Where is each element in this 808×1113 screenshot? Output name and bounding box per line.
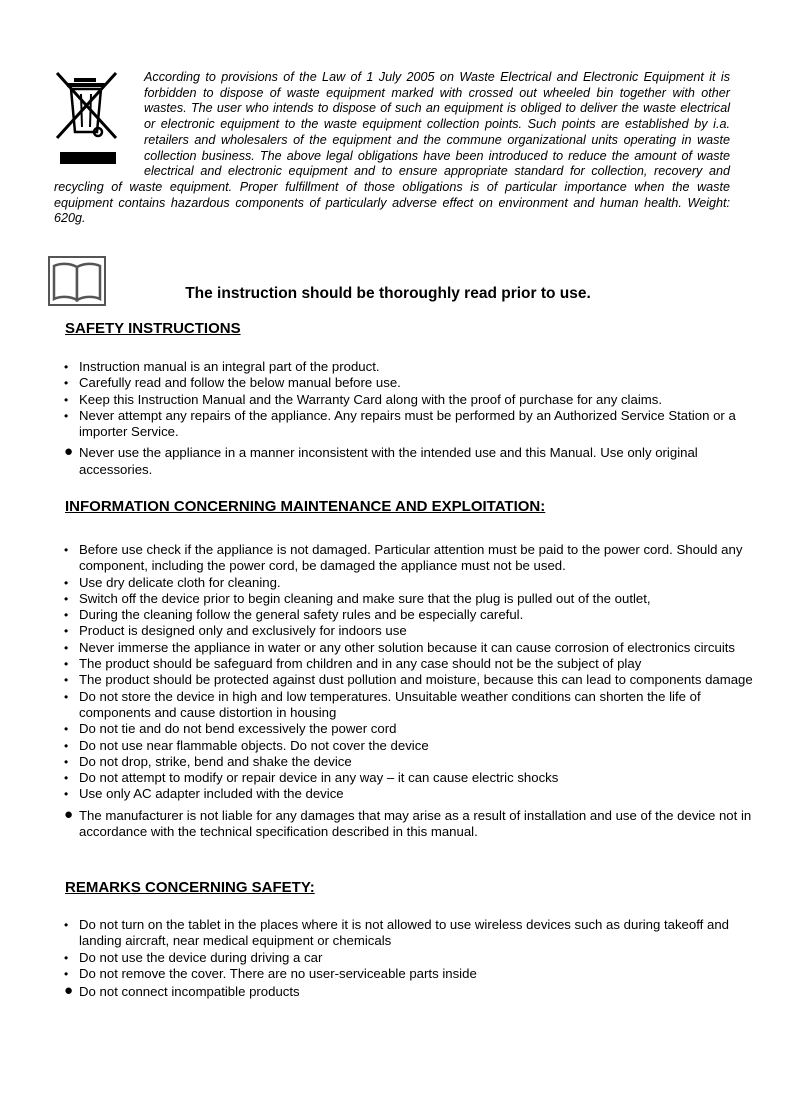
list-item: • Before use check if the appliance is not damaged. Particular attention must be paid to the power cord. Should any component, including the power cord, be damaged the appliance must not be used. [64, 542, 743, 574]
weee-notice [54, 70, 730, 227]
safety-list [64, 359, 754, 478]
weee-text: According to provisions of the Law of 1 July 2005 on Waste Electrical and Electronic Equipment it is forbidden to dispose of waste equipment marked with crossed out wheeled bin together with other wastes. The user who intends to dispose of such an equipment is obliged to deliver the waste electrical or electronic equipment to the waste equipment collection points. Such points are established by i.a. retailers and wholesalers of the equipment and the commune organizational units operating in waste collection business. The above legal obligations have been introduced to reduce the amount of waste electrical and electronic equipment and to ensure appropriate standard for collection, recovery and recycling of waste equipment. Proper fulfillment of those obligations is of particular importance when the waste equipment contains hazardous components of particularly adverse effect on environment and human health. Weight: 620g. [54, 70, 730, 226]
list-item: • Instruction manual is an integral part of the product. [64, 359, 380, 374]
list-item: • Carefully read and follow the below manual before use. [64, 375, 401, 391]
list-item: ● Never use the appliance in a manner inconsistent with the intended use and this Manual. Use only original accessories. [64, 443, 698, 477]
remarks-list [64, 917, 754, 1000]
crossed-out-wheeled-bin-icon [54, 70, 120, 166]
list-item: • Do not turn on the tablet in the places where it is not allowed to use wireless devices such as during takeoff and landing aircraft, near medical equipment or chemicals [64, 917, 729, 949]
list-item: • During the cleaning follow the general safety rules and be especially careful. [64, 607, 524, 623]
list-item: • Product is designed only and exclusively for indoors use [64, 623, 407, 639]
list-item: • Never attempt any repairs of the appliance. Any repairs must be performed by an Authorized Service Station or a importer Service. [64, 407, 736, 440]
read-notice: The instruction should be thoroughly read prior to use. [185, 285, 591, 302]
list-item: • Use dry delicate cloth for cleaning. [64, 574, 281, 590]
list-item: • Never immerse the appliance in water or any other solution because it can cause corrosion of electronics circuits [64, 639, 736, 655]
list-item: • Do not use the device during driving a car [64, 949, 323, 965]
safety-title: SAFETY INSTRUCTIONS [65, 320, 241, 337]
list-item: ● The manufacturer is not liable for any damages that may arise as a result of installation and use of the device not in accordance with the technical specification described in this manual. [64, 805, 752, 840]
remarks-title: REMARKS CONCERNING SAFETY: [65, 879, 315, 896]
list-item: • Do not attempt to modify or repair device in any way – it can cause electric shocks [64, 770, 559, 786]
list-item: • The product should be protected against dust pollution and moisture, because this can lead to components damage [64, 672, 753, 688]
list-item: • Do not use near flammable objects. Do not cover the device [64, 737, 429, 753]
list-item: ● Do not connect incompatible products [64, 982, 300, 1000]
list-item: • Do not tie and do not bend excessively the power cord [64, 721, 397, 737]
maintenance-list [64, 542, 754, 840]
list-item: • Do not store the device in high and low temperatures. Unsuitable weather conditions can shorten the life of components and cause distortion in housing [64, 688, 701, 720]
list-item: • Switch off the device prior to begin cleaning and make sure that the plug is pulled out of the outlet, [64, 590, 651, 606]
list-item: • The product should be safeguard from children and in any case should not be the subject of play [64, 656, 642, 672]
list-item: • Do not drop, strike, bend and shake the device [64, 753, 352, 769]
list-item: • Use only AC adapter included with the device [64, 786, 344, 802]
maintenance-title: INFORMATION CONCERNING MAINTENANCE AND EXPLOITATION: [65, 498, 546, 515]
list-item: • Keep this Instruction Manual and the Warranty Card along with the proof of purchase for any claims. [64, 391, 662, 407]
list-item: • Do not remove the cover. There are no user-serviceable parts inside [64, 965, 477, 981]
